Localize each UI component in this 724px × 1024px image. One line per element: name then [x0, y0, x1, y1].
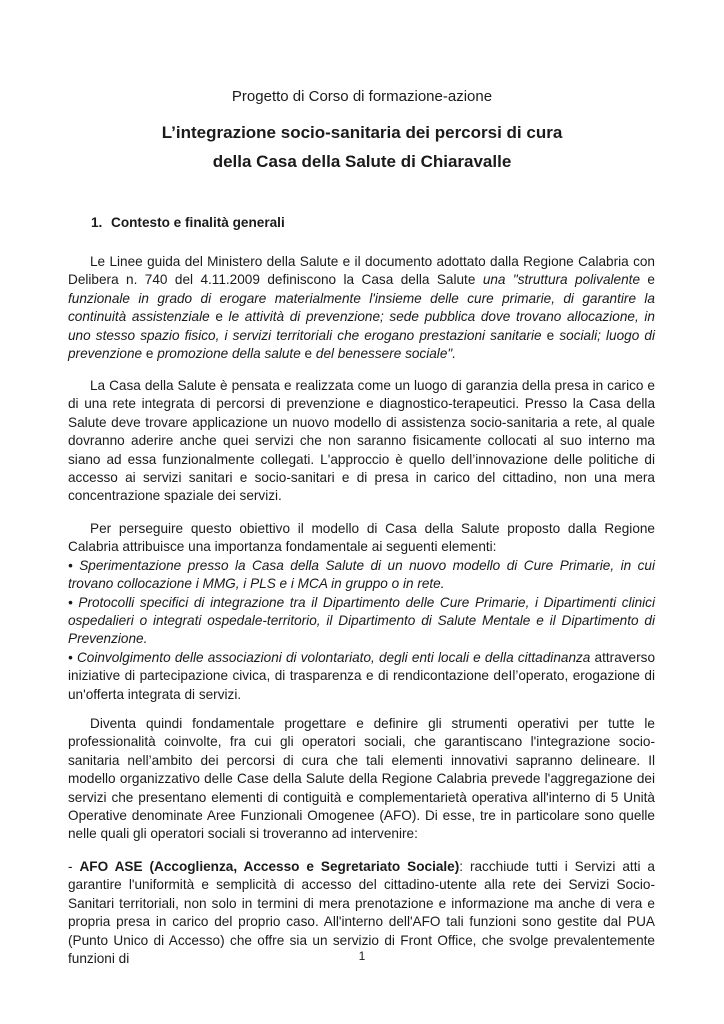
p3-bullet-2	[68, 594, 655, 649]
p1-italic-b: una "struttura polivalente	[482, 272, 641, 288]
document-title-line-1: L’integrazione socio-sanitaria dei percorsi di cura	[161, 123, 563, 142]
p1-italic-l: del benessere sociale".	[315, 346, 456, 362]
p1-italic-f: le attività di prevenzione; sede pubblica dove trovano allocazione, in uno stesso spazio fisico, i servizi territoriali che erogano prestazioni sanitarie	[68, 309, 655, 343]
p5-bold-heading: AFO ASE (Accoglienza, Accesso e Segretariato Sociale)	[79, 859, 460, 874]
paragraph-4: Diventa quindi fondamentale progettare e definire gli strumenti operativi per tutte le professionalità coinvolte, fra cui gli operatori sociali, che garantiscano l'integrazione socio-sanitaria nell’ambito dei percorsi di cura che tali elementi innovativi sapranno delineare. Il modello organizzativo delle Case della Salute della Regione Calabria prevede l'aggregazione dei servizi che presentano elementi di contiguità e complementarietà operativa all'interno di 5 Unità Operative denominate Aree Funzionali Omogenee (AFO). Di esse, tre in particolare sono quelle nelle quali gli operatori sociali si troveranno ad intervenire:	[68, 716, 655, 842]
p3-intro: Per perseguire questo obiettivo il modello di Casa della Salute proposto dalla Regione Calabria attribuisce una importanza fondamentale ai seguenti elementi:	[68, 521, 655, 555]
paragraph-3	[68, 520, 655, 704]
p3-bullet-3-rest: attraverso iniziative di partecipazione civica, di trasparenza e di rendicontazione deIl’operato, erogazione di un'offerta integrata di servizi.	[68, 649, 656, 702]
section-title: Contesto e finalità generali	[111, 215, 285, 230]
p3-bullet-3	[68, 649, 655, 704]
paragraph-1	[68, 253, 655, 363]
section-number: 1.	[91, 215, 103, 230]
p5-text: : racchiude tutti i Servizi atti a garantire l'uniformità e semplicità di accesso del cittadino-utente alla rete dei Servizi Socio-Sanitari territoriali, non solo in termini di mera prenotazione e informazione ma anche di vera e propria presa in carico del proprio caso. All'interno dell'AFO tali funzioni sono gestite dal PUA (Punto Unico di Accesso) che offre sia un servizio di Front Office, che svolge prevalentemente funzioni di	[68, 859, 655, 967]
p5-dash: -	[68, 859, 80, 874]
p1-italic-d: funzionale in grado di erogare materialmente l'insieme delle cure primarie, di garantire la continuità assistenziale	[68, 290, 655, 325]
p1-text-k: e	[300, 346, 316, 362]
p1-text-c: e	[640, 272, 655, 288]
p3-bullet-1	[68, 557, 655, 594]
paragraph-2: La Casa della Salute è pensata e realizzata come un luogo di garanzia della presa in carico e di una rete integrata di percorsi di prevenzione e diagnostico-terapeutici. Presso la Casa della Salute deve trovare applicazione un nuovo modello di assistenza socio-sanitaria a rete, al quale dovranno aderire anche quei servizi che non saranno fisicamente collocati al suo interno ma siano ad essa funzionalmente collegati. L'approccio è quello dell’innovazione delle politiche di accesso ai servizi sanitari e socio-sanitari e di presa in carico del cittadino, non una mera concentrazione spaziale dei servizi.	[68, 378, 655, 504]
p3-bullet-2-text: • Protocolli specifici di integrazione tra il Dipartimento delle Cure Primarie, i Dipartimenti clinici ospedalieri o integrati ospedale-territorio, il Dipartimento di Salute Mentale e il Dipartimento di Prevenzione.	[68, 594, 655, 647]
p1-text-g: e	[541, 327, 560, 343]
document-kicker: Progetto di Corso di formazione-azione	[231, 88, 493, 105]
document-title-line-2: della Casa della Salute di Chiaravalle	[212, 152, 512, 171]
p3-bullet-1-text: • Sperimentazione presso la Casa della Salute di un nuovo modello di Cure Primarie, in cui trovano collocazione i MMG, i PLS e i MCA in gruppo o in rete.	[68, 557, 655, 592]
p1-text-e: e	[209, 309, 229, 325]
p3-bullet-3-italic: • Coinvolgimento delle associazioni di volontariato, degli enti locali e della cittadinanza	[68, 649, 591, 665]
section-heading	[91, 214, 285, 232]
p1-text-a: Le Linee guida del Ministero della Salute e il documento adottato dalla Regione Calabria con Delibera n. 740 del 4.11.2009 definiscono la Casa della Salute	[68, 254, 655, 288]
p1-italic-h: sociali; luogo di prevenzione	[68, 327, 655, 362]
page-number: 1	[358, 949, 366, 963]
p1-text-i: e	[142, 346, 158, 362]
p1-italic-j: promozione della salute	[157, 346, 301, 362]
